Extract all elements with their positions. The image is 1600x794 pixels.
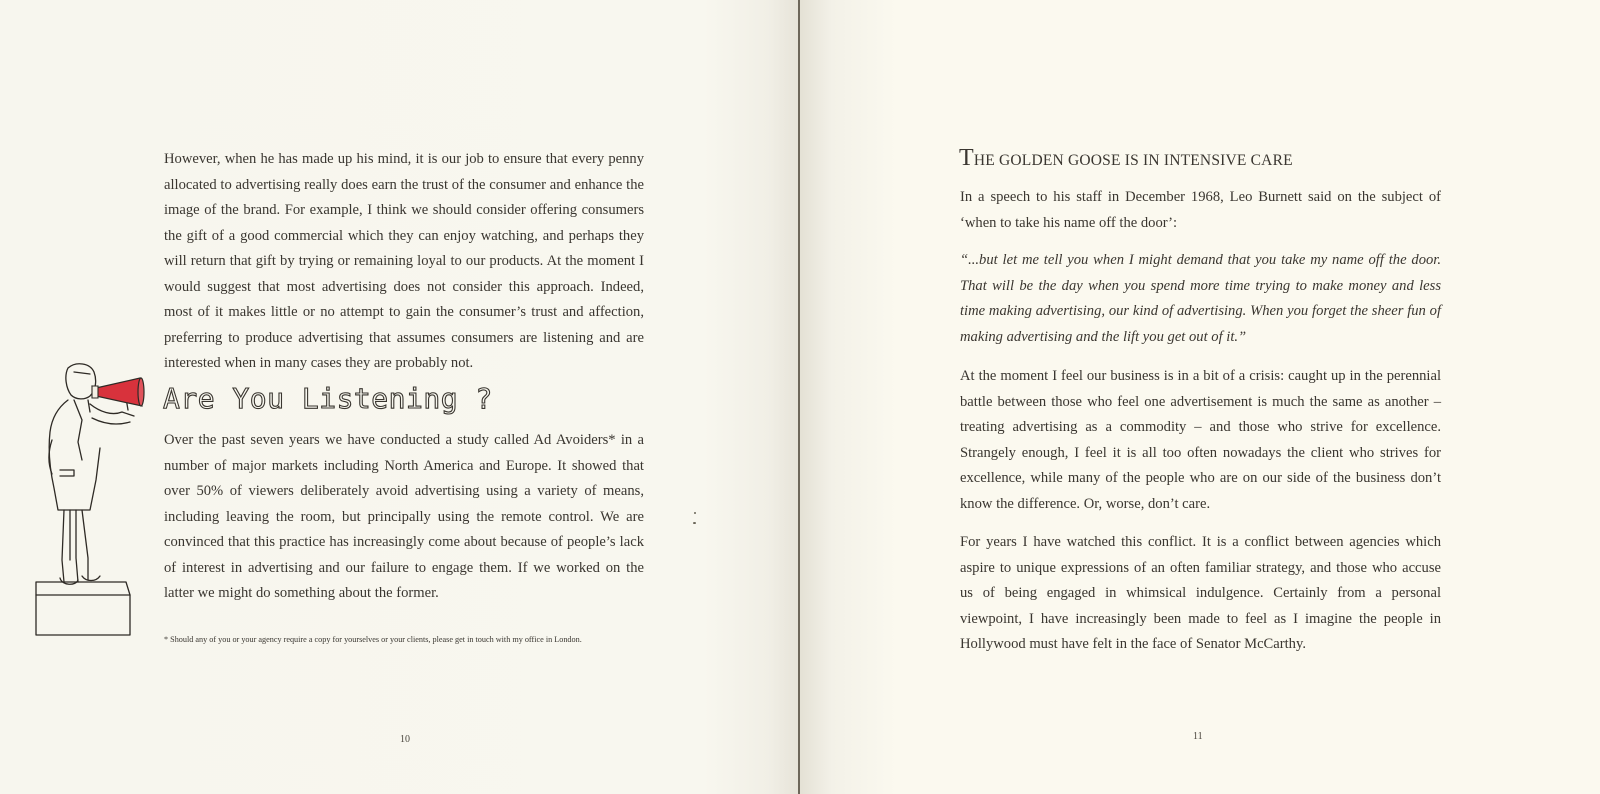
right-paragraph-1: In a speech to his staff in December 1968, Leo Burnett said on the subject of ‘when to take his name off the door’:: [960, 189, 1441, 231]
left-paragraph-2: Over the past seven years we have conducted a study called Ad Avoiders* in a number of major markets including North America and Europe. It showed that over 50% of viewers deliberately avoid advertising using a variety of means, including leaving the room, but principally using the remote control. We are convinced that this practice has increasingly come about because of people’s lack of interest in advertising and our failure to engage them. If we worked on the latter we might do something about the former.: [164, 432, 644, 601]
section-heading-golden-goose: [959, 145, 1293, 172]
heading-rest: HE GOLDEN GOOSE IS IN INTENSIVE CARE: [973, 152, 1293, 169]
paper-speck: [693, 522, 696, 524]
left-paragraph-1: However, when he has made up his mind, it is our job to ensure that every penny allocated to advertising really does earn the trust of the consumer and enhance the image of the brand. For example, I think we should consider offering consumers the gift of a good commercial which they can enjoy watching, and perhaps they will return that gift by trying or remaining loyal to our products. At the moment I would suggest that most advertising does not consider this approach. Indeed, most of it makes little or no attempt to gain the consumer’s trust and affection, preferring to produce advertising that assumes consumers are listening and are interested when in many cases they are probably not.: [164, 151, 644, 371]
footnote: * Should any of you or your agency require a copy for yourselves or your clients, please get in touch with my office in London.: [164, 635, 582, 644]
burnett-quote: “...but let me tell you when I might demand that you take my name off the door. That will be the day when you spend more time trying to make money and less time making advertising, our kind of advertising. When you forget the sheer fun of making advertising and the lift you get out of it.”: [960, 252, 1441, 345]
page-number-right: 11: [1193, 731, 1203, 742]
page-number-left: 10: [400, 734, 410, 745]
paper-speck: [694, 512, 696, 514]
megaphone-man-illustration: [30, 360, 170, 655]
heading-initial: T: [959, 145, 974, 171]
right-paragraph-4: For years I have watched this conflict. It is a conflict between agencies which aspire to unique expressions of an often familiar strategy, and those who accuse us of being engaged in whimsical indulgence. Certainly from a personal viewpoint, I have increasingly been made to feel as I imagine the people in Hollywood must have felt in the face of Senator McCarthy.: [960, 534, 1441, 652]
right-paragraph-3: At the moment I feel our business is in a bit of a crisis: caught up in the perennial battle between those who feel one advertisement is much the same as another – treating advertising as a commodity – and those who strive for excellence. Strangely enough, I feel it is all too often nowadays the client who strives for excellence, while many of the people who are on our side of the business don’t know the difference. Or, worse, don’t care.: [960, 368, 1441, 512]
section-heading-are-you-listening: Are You Listening ?: [163, 382, 493, 415]
